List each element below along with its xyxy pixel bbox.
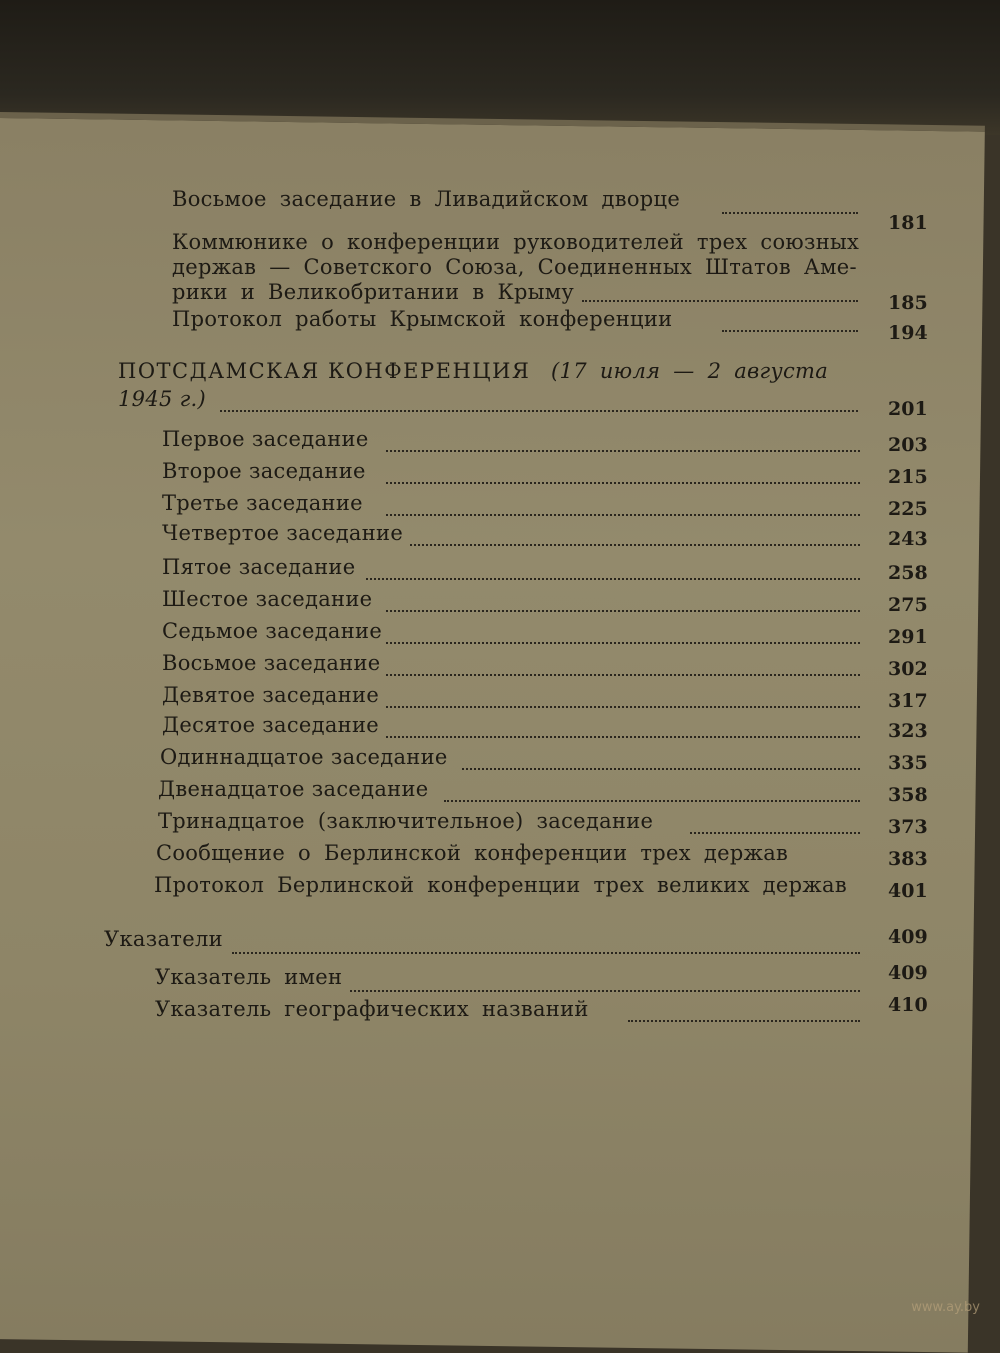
toc-entry [155,996,589,1022]
toc-entry [155,964,342,990]
leader-dots [386,610,860,612]
toc-entry-title-line: держав — Советского Союза, Соединенных Штатов Аме- [172,255,857,279]
leader-dots [690,832,860,834]
leader-dots [220,410,858,412]
leader-dots [366,578,860,580]
leader-dots [722,330,858,332]
leader-dots [350,990,860,992]
toc-entry-title-line: рики и Великобритании в Крыму [172,280,575,304]
page-number: 335 [888,752,928,774]
session-title: Девятое заседание [162,683,380,707]
page-number: 225 [888,498,928,520]
session-title: Тринадцатое (заключительное) заседание [158,809,654,833]
session-entry [162,490,363,516]
session-entry [162,682,379,708]
session-entry [158,808,653,834]
session-title: Первое заседание [162,427,369,451]
session-entry [160,744,448,770]
session-title: Восьмое заседание [162,651,381,675]
section-dates-year: 1945 г.) [118,387,206,411]
toc-entry-title: Указатель географических названий [155,997,589,1021]
session-entry [162,426,369,452]
page-number: 358 [888,784,928,806]
toc-entry-title: Восьмое заседание в Ливадийском дворце [172,187,681,211]
leader-dots [410,544,860,546]
session-title: Четвертое заседание [162,521,404,545]
page-number: 181 [888,212,928,234]
page-number: 194 [888,322,928,344]
page-number: 410 [888,994,928,1016]
leader-dots [444,800,860,802]
page-number: 185 [888,292,928,314]
session-entry [158,776,429,802]
leader-dots [628,1020,860,1022]
page-number: 409 [888,926,928,948]
session-entry [156,840,788,866]
session-entry [162,520,403,546]
leader-dots [386,514,860,516]
leader-dots [232,952,860,954]
section-heading-line2 [118,386,206,412]
session-title: Двенадцатое заседание [158,777,429,801]
session-title: Пятое заседание [162,555,356,579]
leader-dots [386,642,860,644]
session-title: Второе заседание [162,459,366,483]
session-title: Шестое заседание [162,587,373,611]
page-number: 258 [888,562,928,584]
session-entry [154,872,847,898]
toc-entry [172,254,857,280]
page-number: 201 [888,398,928,420]
watermark: www.ay.by [911,1300,980,1315]
page-number: 302 [888,658,928,680]
leader-dots [386,482,860,484]
toc-entry-title: Указатели [104,927,223,951]
session-entry [162,650,380,676]
session-entry [162,586,372,612]
session-entry [162,554,355,580]
page-number: 291 [888,626,928,648]
session-entry [162,458,366,484]
session-title: Седьмое заседание [162,619,383,643]
session-title: Одиннадцатое заседание [160,745,448,769]
page-number: 243 [888,528,928,550]
page-number: 317 [888,690,928,712]
section-heading [118,358,828,384]
toc-entry [172,279,574,305]
toc-entry [172,186,680,212]
leader-dots [582,300,858,302]
toc-entry [172,229,859,255]
page-number: 373 [888,816,928,838]
page-number: 203 [888,434,928,456]
leader-dots [722,212,858,214]
toc-entry-title: Протокол работы Крымской конференции [172,307,673,331]
page-number: 323 [888,720,928,742]
session-title: Десятое заседание [162,713,380,737]
leader-dots [462,768,860,770]
session-title: Третье заседание [162,491,363,515]
section-dates: (17 июля — 2 августа [551,359,829,383]
session-entry [162,712,379,738]
page-number: 383 [888,848,928,870]
leader-dots [386,674,860,676]
page-number: 275 [888,594,928,616]
toc-entry-title-line: Коммюнике о конференции руководителей трех союзных [172,230,860,254]
session-title: Сообщение о Берлинской конференции трех держав [156,841,789,865]
leader-dots [386,450,860,452]
toc-entry [104,926,223,952]
page-number: 401 [888,880,928,902]
page-number: 409 [888,962,928,984]
leader-dots [386,736,860,738]
section-title: ПОТСДАМСКАЯ КОНФЕРЕНЦИЯ [118,359,531,383]
leader-dots [386,706,860,708]
session-title: Протокол Берлинской конференции трех великих держав [154,873,847,897]
session-entry [162,618,382,644]
toc-entry [172,306,672,332]
toc-entry-title: Указатель имен [155,965,343,989]
page-number: 215 [888,466,928,488]
